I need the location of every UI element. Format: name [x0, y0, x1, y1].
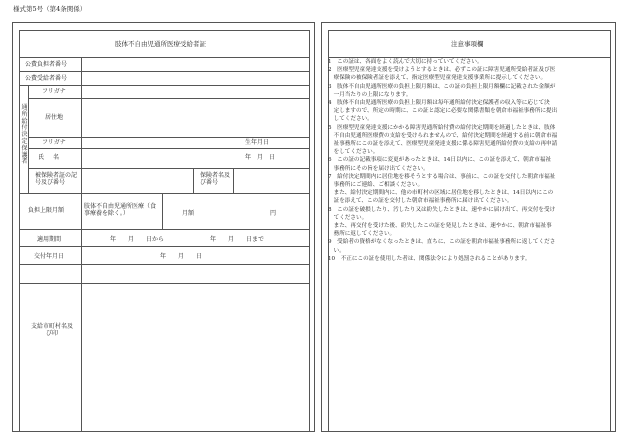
form-number: 様式第5号（第4条関係）	[13, 5, 87, 13]
guardian-section-label: 通所給付決定保護者	[21, 104, 28, 166]
note-line: 8 この証を破損したり、汚したり又は紛失したときは、速やかに届け出て、再交付を受け	[328, 206, 556, 213]
monthly-label: 月額	[182, 210, 195, 217]
note-line: 5 医療型児童発達支援にかかる障害児通所給付費の給付決定期間を経過したときは、肢体	[328, 124, 556, 131]
certificate-title: 肢体不自由児通所医療受給者証	[115, 40, 206, 48]
furigana-label-2: フリガナ	[42, 139, 66, 146]
note-line: をしてください。	[328, 149, 379, 156]
note-line: 7 給付決定期間内に居住地を移そうとする場合は、事前に、この証を交付した朝倉市福祉	[328, 173, 556, 180]
recipient-number-label: 公費受給者番号	[25, 75, 68, 82]
note-line: してください。	[328, 116, 373, 123]
note-line: また、再交付を受けた後、紛失したこの証を発見したときは、速やかに、朝倉市福祉事	[328, 223, 552, 230]
birth-date-value: 年 月 日	[245, 154, 276, 161]
note-line: 6 この証の記載事項に変更があったときは、14日以内に、この証を添えて、朝倉市福祉	[328, 157, 552, 164]
insurer-label: 保険者名及び番号	[200, 172, 231, 186]
authority-label: 支給市町村名及び印	[30, 323, 73, 337]
note-line: 3 肢体不自由児通所医療の負担上限月額は、この証の負担上限月額欄に記載された金額が	[328, 83, 556, 90]
furigana-label-1: フリガナ	[42, 88, 66, 95]
note-line: 療保険の被保険者証を添えて、指定医療型児童発達支援事業所に提示してください。	[328, 75, 547, 82]
period-to: 年 月 日まで	[210, 236, 265, 243]
certificate-panel	[12, 22, 315, 432]
note-line: 9 受給者の資格がなくなったときは、直ちに、この証を朝倉市福祉事務所に返してくださ	[328, 239, 556, 246]
notes-top-border	[328, 30, 610, 31]
note-line: 事務所にご連絡、ご相談ください。	[328, 182, 424, 189]
note-line: 事務所にその旨を届け出てください。	[328, 165, 429, 172]
issue-date-value: 年 月 日	[160, 253, 203, 260]
public-burden-number-label: 公費負担者番号	[25, 61, 68, 68]
note-line: 証を添えて、この証を交付した朝倉市福祉事務所に届け出てください。	[328, 198, 513, 205]
note-line: 不自由児通所医療費の支給を受けられませんので、給付決定期間を経過する前に朝倉市福	[328, 132, 558, 139]
burden-limit-desc: 肢体不自由児通所医療（食事療養を除く。）	[84, 203, 157, 217]
period-from: 年 月 日から	[110, 236, 165, 243]
notes-title: 注意事項欄	[451, 40, 484, 48]
note-line: また、給付決定期間内に、他の市町村の区域に居住地を移したときは、14日以内にこの	[328, 190, 554, 197]
note-line: 2 医療型児童発達支援を受けようとするときは、必ずこの証に障害児通所受給者証及び医	[328, 67, 556, 74]
notes-right-border	[610, 30, 611, 432]
note-line: い。	[328, 247, 345, 254]
note-line: 務所に返してください。	[328, 231, 396, 238]
insured-card-label: 被保険者証の記号及び番号	[35, 172, 78, 186]
yen-label: 円	[270, 210, 277, 217]
period-label: 適用期間	[37, 236, 62, 243]
birth-date-label: 生年月日	[245, 139, 270, 146]
address-label: 居住地	[45, 114, 64, 121]
note-line: 祉事務所にこの証を添えて、医療型児童発達支援に係る障害児通所給付費の支給の再申請	[328, 141, 558, 148]
notes-list	[328, 58, 610, 263]
note-line: 1 この証は、各面をよく読んで大切に持っていてください。	[328, 59, 483, 65]
burden-limit-label: 負担上限月額	[28, 207, 65, 214]
note-line: てください。	[328, 214, 368, 221]
note-line: 4 肢体不自由児通所医療の負担上限月額は毎年通所給付決定保護者の収入等に応じて決	[328, 100, 550, 107]
issue-date-label: 交付年月日	[34, 253, 65, 260]
note-line: 定しますので、所定の時期に、この証と認定に必要な関係書類を朝倉市福祉事務所に提出	[328, 108, 558, 115]
note-line: 10 不正にこの証を使用した者は、関係法令により処罰されることがあります。	[328, 255, 531, 262]
name-label: 氏名	[38, 154, 69, 161]
note-line: 一月当たりの上限になります。	[328, 91, 412, 98]
